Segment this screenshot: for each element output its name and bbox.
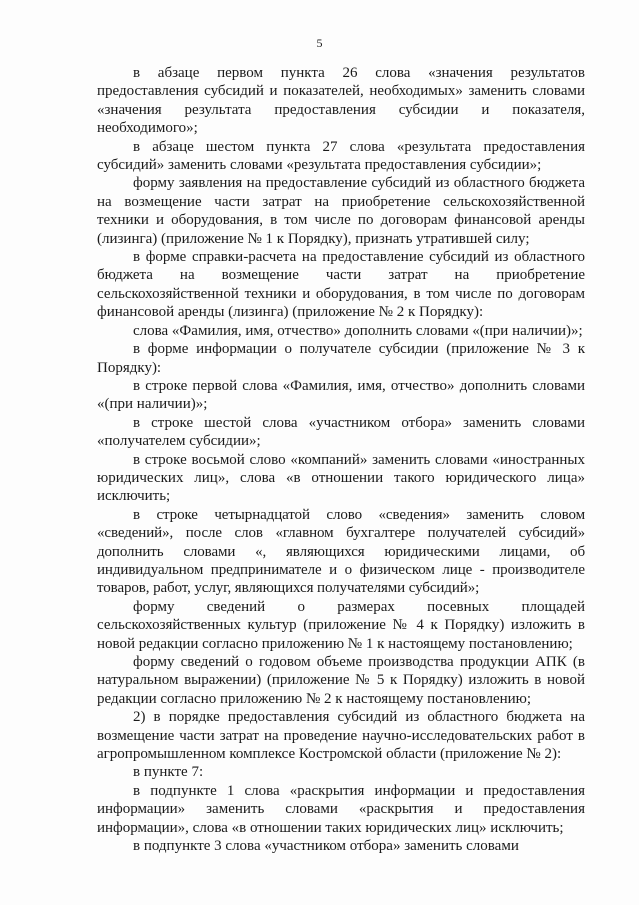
paragraph: форму заявления на предоставление субсидий из областного бюджета на возмещение части затрат на приобретение сельскохозяйственной техники и оборудования, в том числе по договорам финансовой аренды (лизинга) (приложение № 1 к Порядку), признать утратившей силу; [97, 175, 585, 247]
document-body [97, 64, 585, 855]
paragraph: в форме информации о получателе субсидии (приложение № 3 к Порядку): [97, 341, 585, 376]
paragraph: слова «Фамилия, имя, отчество» дополнить словами «(при наличии)»; [133, 322, 583, 339]
paragraph: в пункте 7: [133, 764, 204, 781]
paragraph: в абзаце шестом пункта 27 слова «результата предоставления субсидий» заменить словами «результата предоставления субсидии»; [97, 138, 585, 174]
paragraph: в форме справки-расчета на предоставление субсидий из областного бюджета на возмещение части затрат на приобретение сельскохозяйственной техники и оборудования, в том числе по договорам финансовой аренды (лизинга) (приложение № 2 к Порядку): [97, 249, 585, 321]
paragraph: в строке восьмой слово «компаний» заменить словами «иностранных юридических лиц», слова «в отношении такого юридического лица» исключить; [97, 451, 585, 505]
paragraph: в строке первой слова «Фамилия, имя, отчество» дополнить словами «(при наличии)»; [97, 377, 585, 413]
paragraph: в строке шестой слова «участником отбора» заменить словами «получателем субсидии»; [97, 414, 585, 450]
paragraph: в строке четырнадцатой слово «сведения» заменить словом «сведений», после слов «главном бухгалтере получателей субсидий» дополнить словами «, являющихся юридическими лицами, об индивидуальном предпринимателе и о физическом лице - производителе товаров, работ, услуг, являющихся получателями субсидий»; [97, 506, 585, 597]
paragraph: в подпункте 1 слова «раскрытия информации и предоставления информации» заменить словами «раскрытия и предоставления информации», слова «в отношении таких юридических лиц» исключить; [97, 782, 585, 836]
paragraph: форму сведений о размерах посевных площадей сельскохозяйственных культур (приложение № 4 к Порядку) изложить в новой редакции согласно приложению № 1 к настоящему постановлению; [97, 598, 585, 652]
paragraph: в абзаце первом пункта 26 слова «значения результатов предоставления субсидий и показателей, необходимых» заменить словами «значения результата предоставления субсидии и показателя, необходимого»; [97, 65, 585, 137]
paragraph: 2) в порядке предоставления субсидий из областного бюджета на возмещение части затрат на проведение научно-исследовательских работ в агропромышленном комплексе Костромской области (приложение № 2): [97, 709, 585, 763]
page-number: 5 [316, 36, 323, 50]
paragraph: форму сведений о годовом объеме производства продукции АПК (в натуральном выражении) (приложение № 5 к Порядку) изложить в новой редакции согласно приложению № 2 к настоящему постановлению; [97, 654, 585, 707]
paragraph: в подпункте 3 слова «участником отбора» заменить словами [133, 838, 519, 855]
